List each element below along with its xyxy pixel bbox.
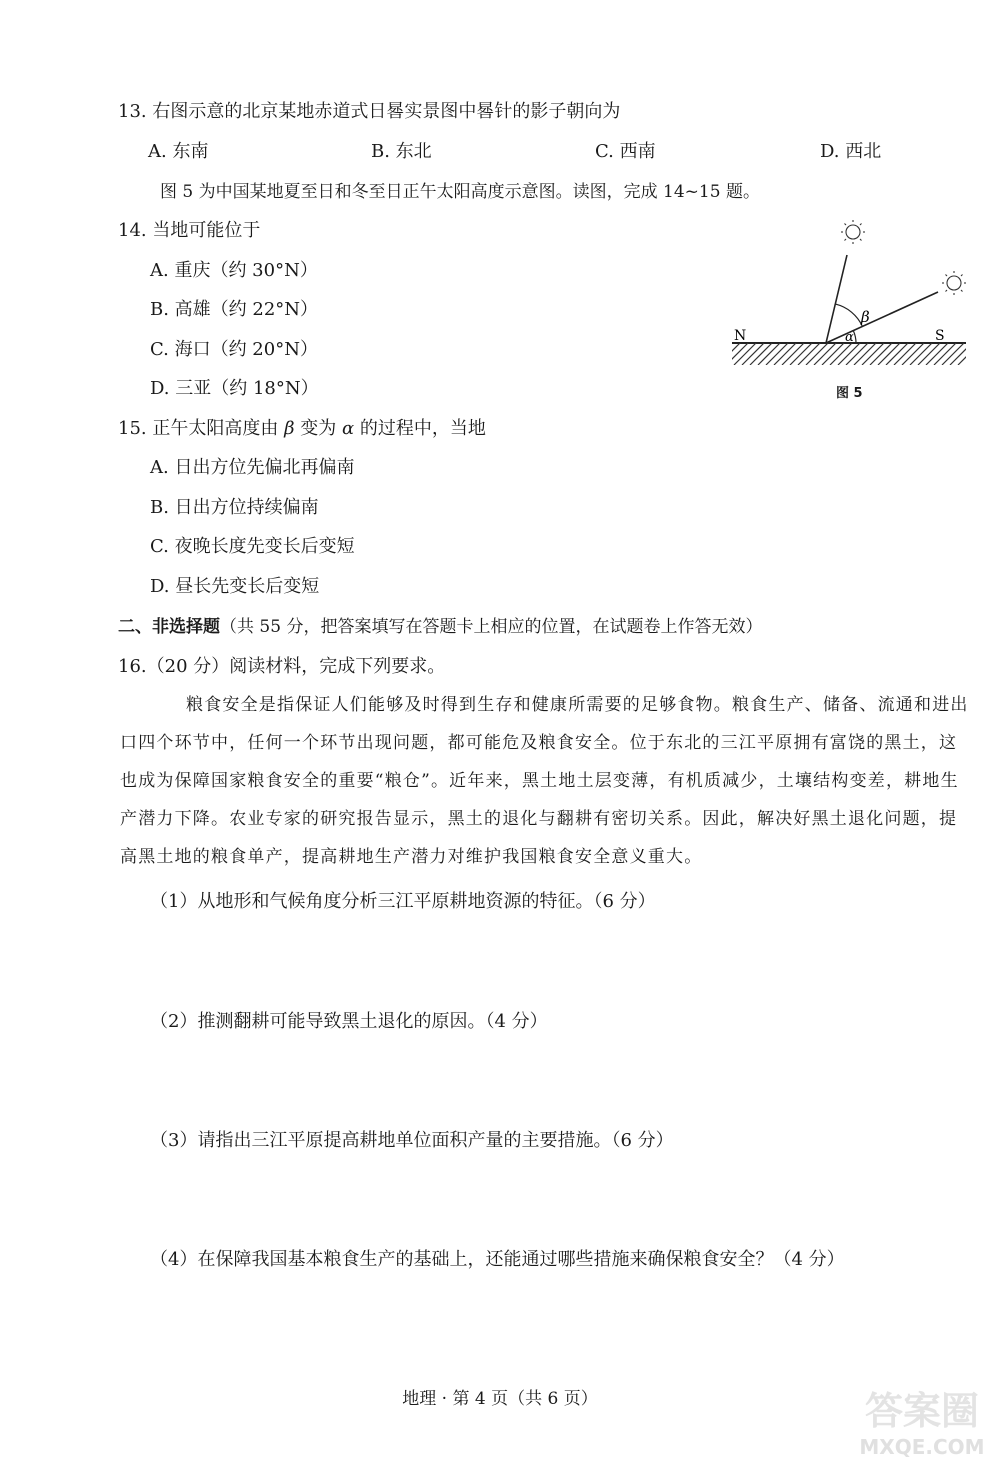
q15-option-b: B. 日出方位持续偏南 bbox=[150, 497, 319, 518]
q15-stem-mid: 变为 bbox=[294, 418, 342, 439]
intro-14-15: 图 5 为中国某地夏至日和冬至日正午太阳高度示意图。读图，完成 14~15 题。 bbox=[160, 182, 760, 202]
beta-arc bbox=[836, 304, 863, 326]
q14-option-a: A. 重庆（约 30°N） bbox=[150, 260, 318, 281]
q13-option-b: B. 东北 bbox=[371, 141, 432, 162]
q15-stem-pre: 15. 正午太阳高度由 bbox=[118, 418, 285, 439]
label-s: S bbox=[935, 328, 945, 344]
q16-sub-2: （2）推测翻耕可能导致黑土退化的原因。（4 分） bbox=[150, 1011, 548, 1032]
q16-sub-4: （4）在保障我国基本粮食生产的基础上，还能通过哪些措施来确保粮食安全？（4 分） bbox=[150, 1249, 845, 1270]
section2-heading bbox=[118, 615, 762, 639]
q15-option-c: C. 夜晚长度先变长后变短 bbox=[150, 536, 355, 557]
ground-hatching bbox=[728, 343, 970, 365]
sun-icon bbox=[942, 271, 966, 295]
label-beta: β bbox=[861, 308, 870, 326]
watermark-url: MXQE.COM bbox=[859, 1435, 985, 1459]
q14-stem: 14. 当地可能位于 bbox=[118, 220, 261, 241]
q16-sub-3: （3）请指出三江平原提高耕地单位面积产量的主要措施。（6 分） bbox=[150, 1130, 674, 1151]
q13-option-a: A. 东南 bbox=[148, 141, 209, 162]
watermark-logo bbox=[852, 1380, 992, 1460]
section2-note: （共 55 分，把答案填写在答题卡上相应的位置，在试题卷上作答无效） bbox=[220, 617, 763, 637]
page-footer: 地理 · 第 4 页（共 6 页） bbox=[402, 1389, 598, 1409]
q13-option-c: C. 西南 bbox=[595, 141, 656, 162]
q13-option-d: D. 西北 bbox=[820, 141, 882, 162]
summer-sun-ray bbox=[826, 255, 847, 343]
label-alpha: α bbox=[845, 330, 854, 345]
q15-option-d: D. 昼长先变长后变短 bbox=[150, 576, 320, 597]
q14-option-c: C. 海口（约 20°N） bbox=[150, 339, 318, 360]
q15-option-a: A. 日出方位先偏北再偏南 bbox=[150, 457, 355, 478]
q14-option-b: B. 高雄（约 22°N） bbox=[150, 299, 319, 320]
q15-stem bbox=[118, 417, 486, 441]
q16-material bbox=[120, 686, 972, 876]
q15-stem-post: 的过程中，当地 bbox=[354, 418, 486, 439]
sun-icon bbox=[841, 220, 865, 244]
winter-sun-ray bbox=[826, 292, 938, 343]
q16-sub-1: （1）从地形和气候角度分析三江平原耕地资源的特征。（6 分） bbox=[150, 891, 656, 912]
sun-angle-diagram bbox=[728, 212, 970, 372]
q13-stem: 13. 右图示意的北京某地赤道式日晷实景图中晷针的影子朝向为 bbox=[118, 101, 621, 122]
watermark-text: 答案圈 bbox=[864, 1389, 980, 1433]
q16-material-text: 粮食安全是指保证人们能够及时得到生存和健康所需要的足够食物。粮食生产、储备、流通和进出口四个环节中，任何一个环节出现问题，都可能危及粮食安全。位于东北的三江平原拥有富饶的黑土，这也成为保障国家粮食安全的重要“粮仓”。近年来，黑土地土层变薄，有机质减少，土壤结构变差，耕地生产潜力下降。农业专家的研究报告显示，黑土的退化与翻耕有密切关系。因此，解决好黑土退化问题，提高黑土地的粮食单产，提高耕地生产潜力对维护我国粮食安全意义重大。 bbox=[120, 695, 969, 867]
section2-title: 二、非选择题 bbox=[118, 617, 220, 637]
label-n: N bbox=[734, 328, 747, 344]
figure-caption: 图 5 bbox=[836, 386, 863, 401]
q16-stem: 16.（20 分）阅读材料，完成下列要求。 bbox=[118, 656, 446, 677]
q14-option-d: D. 三亚（约 18°N） bbox=[150, 378, 319, 399]
q15-beta: β bbox=[284, 418, 295, 439]
q15-alpha: α bbox=[341, 418, 355, 439]
